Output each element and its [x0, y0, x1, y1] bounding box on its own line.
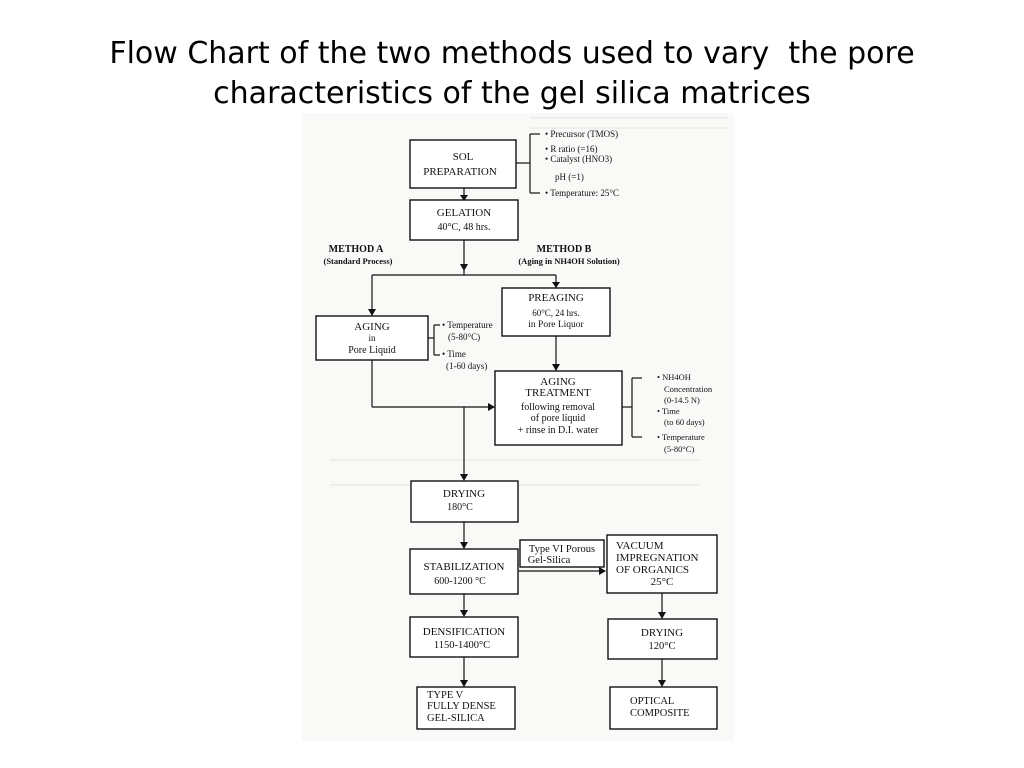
preaging-label-1: PREAGING: [528, 292, 584, 304]
sol-param-ph: pH (=1): [555, 172, 584, 182]
vacuum-label-2: IMPREGNATION: [616, 552, 699, 564]
preaging-label-2: 60°C, 24 hrs.: [532, 308, 580, 318]
vacuum-label-4: 25°C: [650, 576, 674, 588]
sol-parameters: [545, 129, 619, 198]
stabilization-node: [410, 549, 518, 594]
method-a-subtitle: (Standard Process): [323, 256, 393, 266]
stabilization-label-1: STABILIZATION: [423, 561, 505, 573]
sol-param-precursor: • Precursor (TMOS): [545, 129, 619, 139]
method-a-label: [323, 244, 392, 266]
aging-b-param-nh4oh: • NH4OH: [657, 372, 691, 382]
aging-treatment-label-4: of pore liquid: [530, 413, 586, 424]
drying-120-node: [608, 619, 717, 659]
aging-a-label-3: Pore Liquid: [348, 345, 396, 356]
slide-title-line-1: Flow Chart of the two methods used to vary the pore: [109, 36, 915, 71]
method-b-label: [518, 244, 619, 266]
aging-b-param-time-range: (to 60 days): [664, 417, 705, 427]
optical-composite-node: [610, 687, 717, 729]
sol-preparation-label-2: PREPARATION: [423, 166, 497, 178]
aging-a-label-2: in: [368, 333, 376, 343]
aging-b-param-concentration-range: (0-14.5 N): [664, 395, 700, 405]
aging-pore-liquid-node: [316, 316, 428, 360]
aging-a-param-time-range: (1-60 days): [446, 361, 488, 371]
preaging-node: [502, 288, 610, 336]
gelation-label-1: GELATION: [436, 207, 492, 219]
aging-a-label-1: AGING: [354, 321, 390, 333]
aging-b-param-time: • Time: [657, 406, 680, 416]
vacuum-label-1: VACUUM: [616, 540, 664, 552]
aging-treatment-label-2: TREATMENT: [525, 387, 591, 399]
method-b-title: METHOD B: [536, 244, 592, 255]
slide-title-line-2: characteristics of the gel silica matrices: [213, 76, 811, 111]
aging-b-parameters: [657, 372, 713, 454]
method-a-title: METHOD A: [328, 244, 384, 255]
type-vi-label-1: Type VI Porous: [528, 544, 596, 555]
drying-2-label-2: 120°C: [648, 641, 676, 652]
aging-a-parameters: [442, 320, 493, 371]
densification-label-2: 1150-1400°C: [433, 640, 491, 651]
sol-param-temperature: • Temperature: 25°C: [545, 188, 619, 198]
optical-label-1: OPTICAL: [630, 696, 675, 707]
aging-treatment-node: [495, 371, 622, 445]
sol-preparation-label-1: SOL: [452, 151, 474, 163]
sol-param-catalyst: • Catalyst (HNO3): [545, 154, 613, 164]
aging-b-param-concentration: Concentration: [664, 384, 713, 394]
vacuum-impregnation-node: [607, 535, 717, 593]
aging-a-param-temperature: • Temperature: [442, 320, 493, 330]
type-v-label-1: TYPE V: [427, 690, 464, 701]
sol-preparation-node: [410, 140, 516, 188]
aging-treatment-label-1: AGING: [540, 376, 576, 388]
type-v-fully-dense-node: [417, 687, 515, 729]
aging-treatment-label-3: following removal: [520, 402, 596, 413]
aging-treatment-label-5: + rinse in D.I. water: [517, 425, 599, 436]
densification-node: [410, 617, 518, 657]
sol-param-r-ratio: • R ratio (=16): [545, 144, 598, 154]
aging-a-param-temperature-range: (5-80°C): [448, 332, 481, 342]
aging-b-param-temperature-range: (5-80°C): [664, 444, 695, 454]
stabilization-label-2: 600-1200 °C: [434, 576, 486, 587]
gelation-label-2: 40°C, 48 hrs.: [437, 222, 491, 233]
drying-180-node: [411, 481, 518, 522]
drying-2-label-1: DRYING: [640, 627, 684, 639]
densification-label-1: DENSIFICATION: [422, 626, 506, 638]
gelation-node: [410, 200, 518, 240]
optical-label-2: COMPOSITE: [630, 708, 690, 719]
aging-b-param-temperature: • Temperature: [657, 432, 705, 442]
type-vi-porous-label: [520, 540, 604, 567]
type-v-label-2: FULLY DENSE: [427, 701, 496, 712]
preaging-label-3: in Pore Liquor: [528, 320, 584, 330]
type-vi-label-2: Gel-Silica: [527, 555, 571, 566]
type-v-label-3: GEL-SILICA: [427, 713, 485, 724]
drying-1-label-2: 180°C: [447, 502, 473, 513]
aging-a-param-time: • Time: [442, 349, 466, 359]
vacuum-label-3: OF ORGANICS: [616, 564, 690, 576]
drying-1-label-1: DRYING: [442, 488, 486, 500]
method-b-subtitle: (Aging in NH4OH Solution): [518, 256, 620, 266]
